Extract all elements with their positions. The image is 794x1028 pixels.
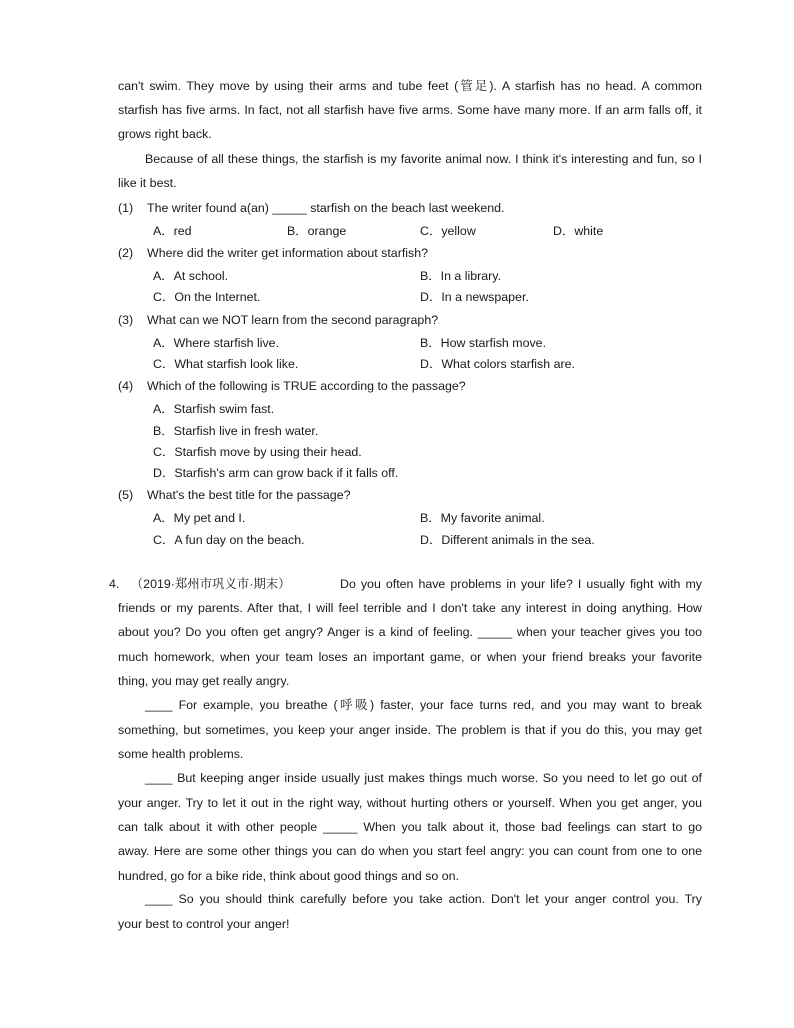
passage-line: starfish has five arms. In fact, not all starfish have five arms. Some have many more. If an arm falls off, it	[118, 103, 702, 117]
passage-line: can talk about it with other people _____ When you talk about it, those bad feelings can start to go	[118, 820, 702, 834]
passage-line: grows right back.	[118, 127, 212, 141]
passage-line: ____ But keeping anger inside usually just makes things much worse. So you need to let go out of	[145, 771, 702, 785]
passage-line: ____ For example, you breathe (呼吸) faster, your face turns red, and you may want to break	[145, 698, 702, 712]
question-number: (2)	[118, 246, 134, 260]
option-a: A．Starfish swim fast.	[153, 402, 275, 416]
option-b: B．In a library.	[420, 269, 502, 283]
option-a: A．Where starfish live.	[153, 336, 280, 350]
option-a: A．My pet and I.	[153, 511, 246, 525]
question-text: The writer found a(an) _____ starfish on the beach last weekend.	[147, 201, 505, 215]
option-c: C．yellow	[420, 224, 476, 238]
passage-line: some health problems.	[118, 747, 244, 761]
passage-line: can't swim. They move by using their arms and tube feet (管足). A starfish has no head. A common	[118, 79, 702, 93]
option-d: D．Starfish's arm can grow back if it falls off.	[153, 466, 399, 480]
passage-line: your best to control your anger!	[118, 917, 290, 931]
question-text: What's the best title for the passage?	[147, 488, 351, 502]
passage-line: your anger. Try to let it out in the right way, without hurting others or yourself. When you get anger, you	[118, 796, 702, 810]
option-b: B．orange	[287, 224, 347, 238]
question-text: What can we NOT learn from the second paragraph?	[147, 313, 439, 327]
option-c: C．What starfish look like.	[153, 357, 299, 371]
option-d: D．In a newspaper.	[420, 290, 529, 304]
passage-line: away. Here are some other things you can do when you start feel angry: you can count from one to one	[118, 844, 702, 858]
option-a: A．red	[153, 224, 192, 238]
option-c: C．Starfish move by using their head.	[153, 445, 362, 459]
question-text: Where did the writer get information about starfish?	[147, 246, 428, 260]
option-c: C．On the Internet.	[153, 290, 261, 304]
option-d: D．Different animals in the sea.	[420, 533, 595, 547]
question-number: (5)	[118, 488, 134, 502]
question-number: (4)	[118, 379, 134, 393]
question-text: Which of the following is TRUE according to the passage?	[147, 379, 466, 393]
passage-line: about you? Do you often get angry? Anger is a kind of feeling. _____ when your teacher gives you too	[118, 625, 702, 639]
passage-line: Do you often have problems in your life? I usually fight with my	[340, 577, 702, 591]
question-number: (3)	[118, 313, 134, 327]
option-d: D．white	[553, 224, 604, 238]
question-number: (1)	[118, 201, 134, 215]
passage-line: friends or my parents. After that, I will feel terrible and I don't take any interest in doing anything. How	[118, 601, 702, 615]
passage-number: 4.	[109, 577, 120, 591]
option-c: C．A fun day on the beach.	[153, 533, 305, 547]
option-d: D．What colors starfish are.	[420, 357, 575, 371]
option-a: A．At school.	[153, 269, 229, 283]
passage-line: hundred, go for a bike ride, think about good things and so on.	[118, 869, 459, 883]
passage-line: much homework, when your team loses an important game, or when your friend breaks your favorite	[118, 650, 702, 664]
passage-source	[109, 576, 291, 592]
passage-line: ____ So you should think carefully before you take action. Don't let your anger control you. Try	[145, 892, 702, 906]
option-b: B．How starfish move.	[420, 336, 547, 350]
source-tag: （2019·郑州市巩义市·期末）	[130, 577, 291, 591]
passage-line: thing, you may get really angry.	[118, 674, 290, 688]
passage-line: like it best.	[118, 176, 177, 190]
passage-line: something, but sometimes, you keep your anger inside. The problem is that if you do this, you may get	[118, 723, 702, 737]
passage-line: Because of all these things, the starfish is my favorite animal now. I think it's interesting and fun, so I	[145, 152, 702, 166]
option-b: B．My favorite animal.	[420, 511, 545, 525]
option-b: B．Starfish live in fresh water.	[153, 424, 319, 438]
